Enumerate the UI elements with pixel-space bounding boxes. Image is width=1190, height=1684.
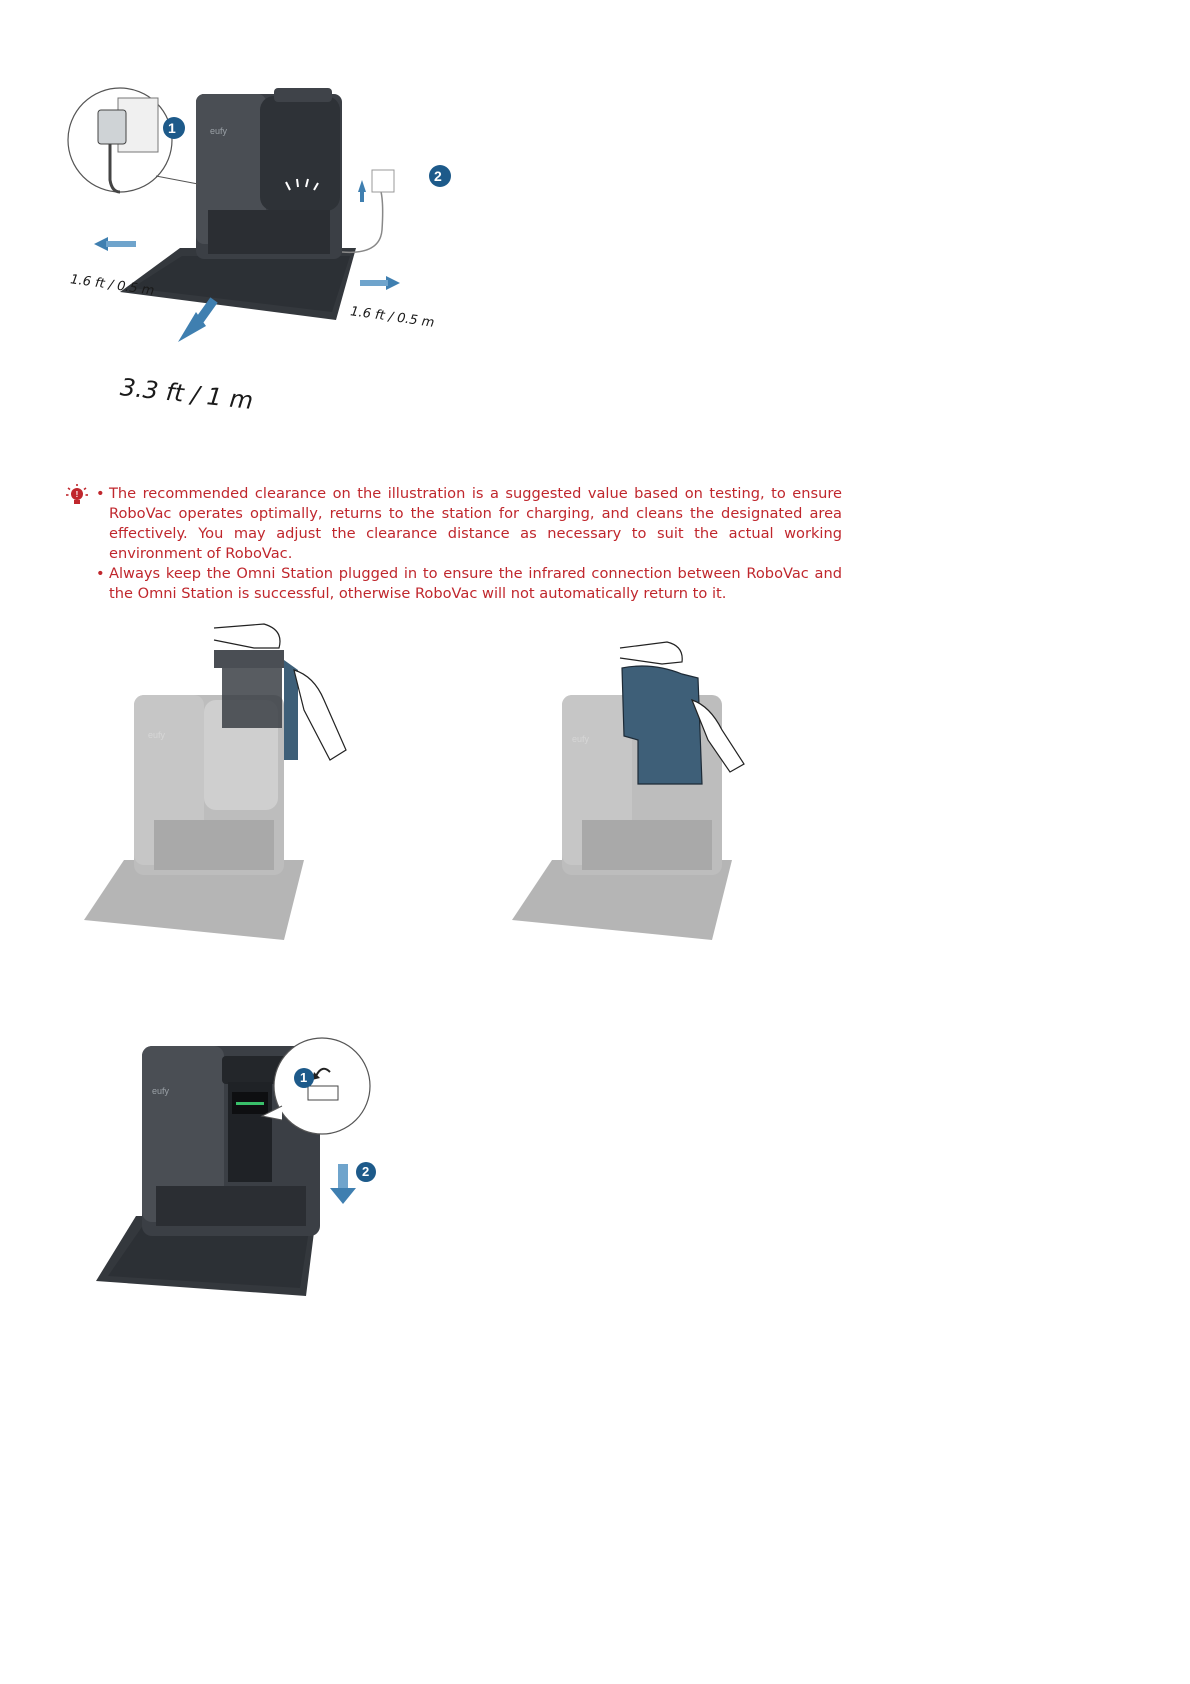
remove-tank-illustration	[84, 620, 364, 940]
brand-logo: eufy	[572, 734, 590, 744]
arrow-right-icon	[386, 276, 400, 290]
clearance-right-label: 1.6 ft / 0.5 m	[349, 304, 436, 331]
tip-item-plugged-in	[62, 564, 842, 604]
bullet: •	[96, 565, 105, 582]
clearance-left-label: 1.6 ft / 0.5 m	[69, 272, 156, 299]
brand-logo: eufy	[152, 1086, 170, 1096]
hand-lower	[294, 670, 346, 760]
step2-badge-label: 2	[434, 168, 442, 184]
brand-logo: eufy	[210, 126, 228, 136]
tips-note	[62, 484, 842, 604]
svg-text:!: !	[75, 490, 79, 499]
insert-tank-illustration	[512, 640, 772, 940]
tip-text: The recommended clearance on the illustration is a suggested value based on testing, to ensure RoboVac operates optimally, returns to the station for charging, and cleans the designated area effectively. You may adjust the clearance distance as necessary to suit the actual working environment of RoboVac.	[109, 485, 842, 562]
hand-upper	[620, 642, 682, 664]
wall-outlet	[372, 170, 394, 192]
step1-badge-label: 1	[168, 120, 176, 136]
brand-logo: eufy	[148, 730, 166, 740]
arrow-left-icon	[94, 237, 108, 251]
fill-tank-illustration	[96, 1036, 386, 1296]
arrow-down-icon	[330, 1188, 356, 1204]
clearance-front-label: 3.3 ft / 1 m	[118, 373, 255, 415]
hand-upper	[214, 624, 280, 648]
step1-badge-label: 1	[300, 1070, 308, 1085]
placement-illustration	[60, 80, 460, 420]
bullet: •	[96, 485, 105, 502]
step2-badge-label: 2	[362, 1164, 370, 1179]
tip-text: Always keep the Omni Station plugged in to ensure the infrared connection between RoboVac and the Omni Station is successful, otherwise RoboVac will not automatically return to it.	[109, 565, 842, 602]
lifted-tank	[214, 650, 284, 668]
tip-item-clearance	[62, 484, 842, 564]
